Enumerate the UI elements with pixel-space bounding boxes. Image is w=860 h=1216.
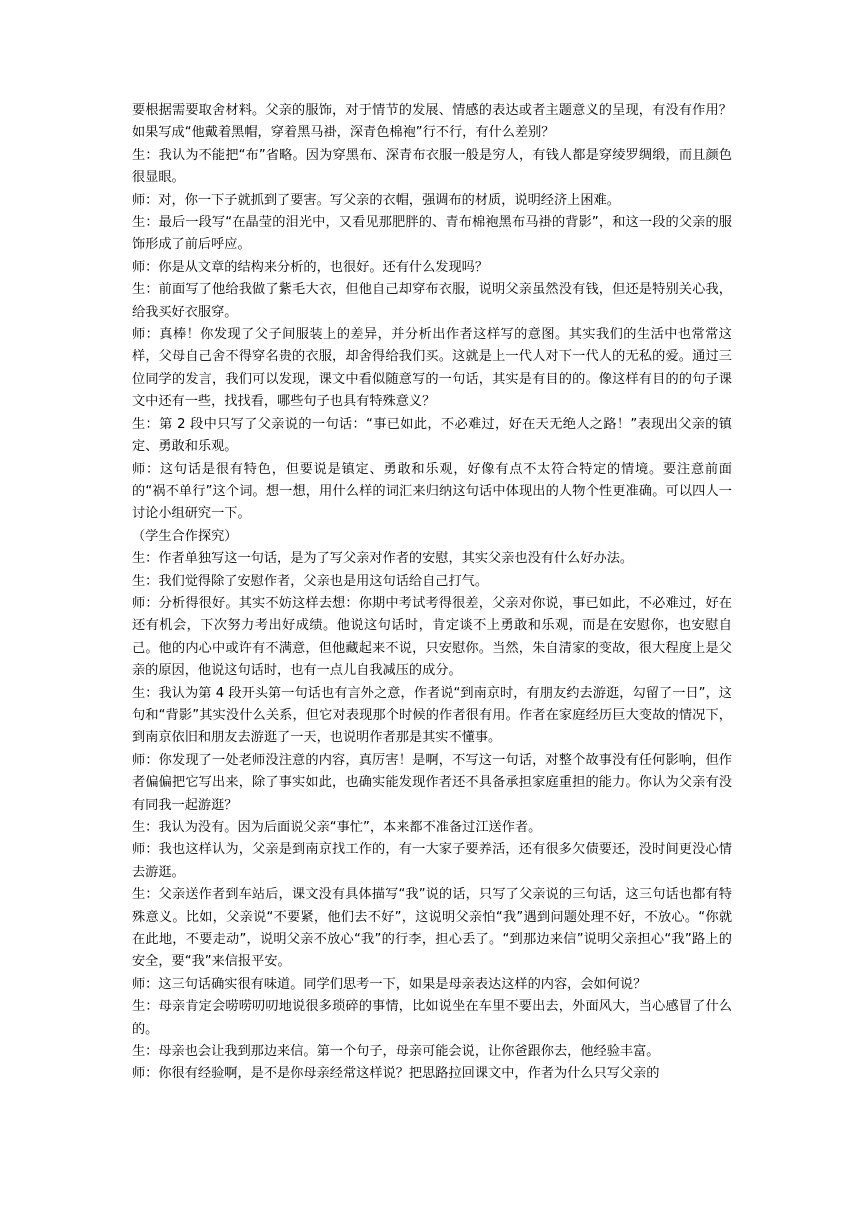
paragraph-15: 师：你发现了一处老师没注意的内容，真厉害！是啊，不写这一句话，对整个故事没有任何影响，但作者偏偏把它写出来，除了事实如此，也确实能发现作者还不具备承担家庭重担的能力。你认为父亲有没有同我一起游逛？ bbox=[132, 752, 732, 813]
paragraph-7: 师：真棒！你发现了父子间服装上的差异，并分析出作者这样写的意图。其实我们的生活中也常常这样，父母自己舍不得穿名贵的衣服，却舍得给我们买。这就是上一代人对下一代人的无私的爱。通过三位同学的发言，我们可以发现，课文中看似随意写的一句话，其实是有目的的。像这样有目的的句子课文中还有一些，找找看，哪些句子也具有特殊意义？ bbox=[132, 327, 732, 410]
paragraph-5: 师：你是从文章的结构来分析的，也很好。还有什么发现吗？ bbox=[132, 259, 489, 275]
paragraph-20: 生：母亲肯定会唠唠叨叨地说很多琐碎的事情，比如说坐在车里不要出去，外面风大，当心感冒了什么的。 bbox=[132, 999, 732, 1037]
paragraph-10: （学生合作探究） bbox=[132, 528, 238, 544]
paragraph-17: 师：我也这样认为，父亲是到南京找工作的，有一大家子要养活，还有很多欠债要还，没时间更没心情去游逛。 bbox=[132, 842, 732, 880]
paragraph-3: 师：对，你一下子就抓到了要害。写父亲的衣帽，强调布的材质，说明经济上困难。 bbox=[132, 192, 620, 208]
paragraph-1: 要根据需要取舍材料。父亲的服饰，对于情节的发展、情感的表达或者主题意义的呈现，有没有作用？如果写成“他戴着黑帽，穿着黑马褂，深青色棉袍”行不行，有什么差别？ bbox=[132, 103, 732, 141]
paragraph-21: 生：母亲也会让我到那边来信。第一个句子，母亲可能会说，让你爸跟你去，他经验丰富。 bbox=[132, 1044, 660, 1060]
paragraph-11: 生：作者单独写这一句话，是为了写父亲对作者的安慰，其实父亲也没有什么好办法。 bbox=[132, 551, 634, 567]
paragraph-19: 师：这三句话确实很有味道。同学们思考一下，如果是母亲表达这样的内容，会如何说？ bbox=[132, 976, 647, 992]
document-page bbox=[132, 100, 732, 1086]
paragraph-14: 生：我认为第 4 段开头第一句话也有言外之意，作者说“到南京时，有朋友约去游逛，勾留了一日”，这句和“背影”其实没什么关系，但它对表现那个时候的作者很有用。作者在家庭经历巨大变故的情况下，到南京依旧和朋友去游逛了一天，也说明作者那是其实不懂事。 bbox=[132, 685, 732, 746]
paragraph-8: 生：第 2 段中只写了父亲说的一句话：“事已如此，不必难过，好在天无绝人之路！”表现出父亲的镇定、勇敢和乐观。 bbox=[132, 416, 732, 455]
paragraph-13: 师：分析得很好。其实不妨这样去想：你期中考试考得很差，父亲对你说，事已如此，不必难过，好在还有机会，下次努力考出好成绩。他说这句话时，肯定谈不上勇敢和乐观，而是在安慰你，也安慰自己。他的内心中或许有不满意，但他藏起来不说，只安慰你。当然，朱自清家的变故，很大程度上是父亲的原因，他说这句话时，也有一点儿自我减压的成分。 bbox=[132, 595, 732, 679]
paragraph-16: 生：我认为没有。因为后面说父亲“事忙”，本来都不准备过江送作者。 bbox=[132, 820, 542, 835]
paragraph-2: 生：我认为不能把“布”省略。因为穿黑布、深青布衣服一般是穷人，有钱人都是穿绫罗绸缎，而且颜色很显眼。 bbox=[132, 147, 732, 186]
paragraph-4: 生：最后一段写“在晶莹的泪光中，又看见那肥胖的、青布棉袍黑布马褂的背影”，和这一段的父亲的服饰形成了前后呼应。 bbox=[132, 215, 732, 253]
paragraph-22: 师：你很有经验啊，是不是你母亲经常这样说？把思路拉回课文中，作者为什么只写父亲的 bbox=[132, 1066, 660, 1082]
paragraph-12: 生：我们觉得除了安慰作者，父亲也是用这句话给自己打气。 bbox=[132, 573, 489, 589]
paragraph-6: 生：前面写了他给我做了紫毛大衣，但他自己却穿布衣服，说明父亲虽然没有钱，但还是特别关心我，给我买好衣服穿。 bbox=[132, 282, 732, 320]
paragraph-18: 生：父亲送作者到车站后，课文没有具体描写“我”说的话，只写了父亲说的三句话，这三句话也都有特殊意义。比如，父亲说“不要紧，他们去不好”，这说明父亲怕“我”遇到问题处理不好，不放心。“你就在此地，不要走动”，说明父亲不放心“我”的行李，担心丢了。“到那边来信”说明父亲担心“我”路上的安全，要“我”来信报平安。 bbox=[132, 887, 732, 970]
paragraph-9: 师：这句话是很有特色，但要说是镇定、勇敢和乐观，好像有点不太符合特定的情境。要注意前面的“祸不单行”这个词。想一想，用什么样的词汇来归纳这句话中体现出的人物个性更准确。可以四人一讨论小组研究一下。 bbox=[132, 461, 732, 522]
